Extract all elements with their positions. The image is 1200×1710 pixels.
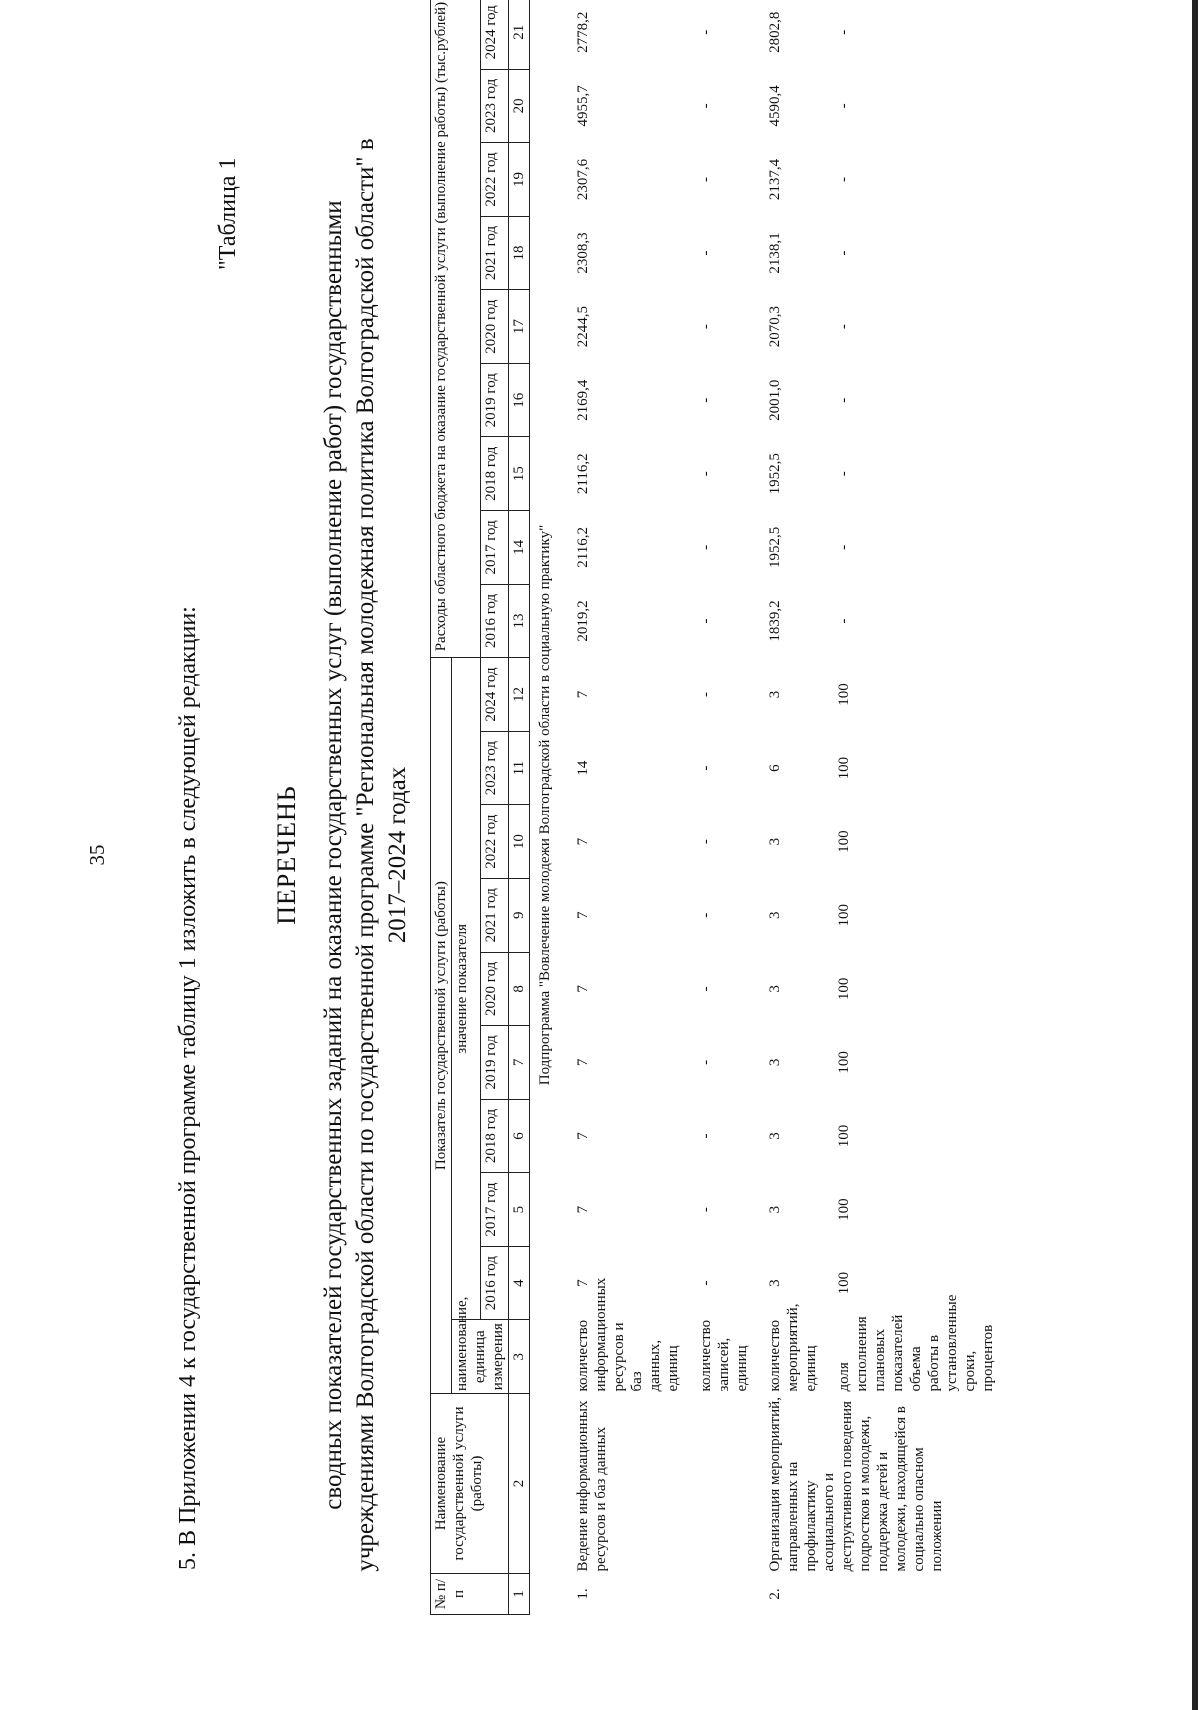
column-number: 12: [509, 658, 530, 732]
indicator-value: 100: [836, 904, 852, 927]
table-reference: "Таблица 1: [215, 157, 241, 270]
expense-value: 4590,4: [767, 85, 783, 127]
expense-value: 2070,3: [767, 306, 783, 348]
header-indicator-name: наименование, единица измерения: [452, 1320, 509, 1394]
header-row: [431, 0, 452, 1615]
indicator-value: -: [698, 912, 714, 918]
year-header: 2019 год: [480, 1026, 509, 1100]
column-number: 4: [509, 1246, 530, 1320]
expense-value: 2244,5: [575, 306, 591, 348]
column-number: 18: [509, 216, 530, 290]
page-number: 35: [85, 844, 109, 866]
header-indicator-value: значение показателя: [452, 658, 481, 1320]
expense-value: -: [836, 250, 852, 256]
expense-value: -: [836, 544, 852, 550]
header-indicator-group: Показатель государственной услуги (работы): [431, 658, 452, 1394]
column-number: 13: [509, 584, 530, 658]
expense-value: -: [698, 103, 714, 109]
year-header: 2022 год: [480, 143, 509, 217]
indicator-value: 7: [575, 690, 591, 699]
expense-value: -: [698, 618, 714, 624]
expense-value: -: [698, 471, 714, 477]
header-expense-group: Расходы областного бюджета на оказание государственной услуги (выполнение работы) (тыс.рублей): [431, 0, 481, 658]
expense-value: 4955,7: [575, 85, 591, 127]
column-number: 16: [509, 363, 530, 437]
indicator-value: -: [698, 765, 714, 771]
expense-value: -: [836, 471, 852, 477]
column-number: 21: [509, 0, 530, 69]
indicator-value: -: [698, 1133, 714, 1139]
indicator-value: 7: [575, 1132, 591, 1140]
expense-value: -: [836, 103, 852, 109]
table-row: [821, 0, 998, 1615]
column-number: 14: [509, 511, 530, 585]
expense-value: 2169,4: [575, 379, 591, 421]
expense-value: 2307,6: [575, 158, 591, 201]
table-row: [683, 0, 752, 1615]
indicator-value: 14: [575, 760, 591, 776]
indicator-value: 6: [767, 764, 783, 772]
header-service-name: Наименование государственной услуги (работы): [431, 1394, 509, 1574]
indicator-value: -: [698, 1059, 714, 1065]
year-header: 2016 год: [480, 1246, 509, 1320]
row-number: 2.: [767, 1588, 783, 1600]
expense-value: 2802,8: [767, 11, 783, 53]
column-number: 5: [509, 1173, 530, 1247]
year-header: 2023 год: [480, 731, 509, 805]
document-title: ПЕРЕЧЕНЬ: [272, 785, 301, 925]
column-number: 15: [509, 437, 530, 511]
expense-value: -: [836, 324, 852, 330]
year-header: 2017 год: [480, 511, 509, 585]
column-number: 17: [509, 290, 530, 364]
expense-value: 2116,2: [575, 527, 591, 568]
indicator-value: -: [698, 986, 714, 992]
indicator-value: 3: [767, 690, 783, 699]
expense-value: 2308,3: [575, 232, 591, 274]
year-header: 2021 год: [480, 216, 509, 290]
column-number: 6: [509, 1099, 530, 1173]
year-header: 2024 год: [480, 658, 509, 732]
expense-value: -: [836, 29, 852, 35]
year-header: 2018 год: [480, 437, 509, 511]
expense-value: 2001,0: [767, 379, 783, 421]
indicator-value: 7: [575, 1058, 591, 1067]
expense-value: 1839,2: [767, 600, 783, 642]
column-number: 9: [509, 878, 530, 952]
expense-value: 2138,1: [767, 232, 783, 274]
indicator-value: 100: [836, 1051, 852, 1074]
service-name: Организация мероприятий, направленных на профилактику асоциального и деструктивного поведения подростков и молодежи, поддержка детей и молодежи, находящейся в социально опасном положении: [767, 1397, 945, 1572]
indicator-value: 100: [836, 683, 852, 706]
row-number: 1.: [575, 1588, 591, 1600]
subprogram-row: [530, 0, 561, 1615]
expense-value: -: [698, 176, 714, 182]
expense-value: -: [836, 176, 852, 182]
indicator-name: количество записей, единиц: [698, 1319, 750, 1392]
indicator-name: количество мероприятий, единиц: [767, 1303, 819, 1392]
expense-value: -: [698, 544, 714, 550]
indicator-value: 3: [767, 911, 783, 919]
indicator-value: 7: [575, 985, 591, 993]
header-num: № п/п: [431, 1574, 509, 1615]
year-header: 2024 год: [480, 0, 509, 69]
year-header: 2018 год: [480, 1099, 509, 1173]
indicator-value: 7: [575, 911, 591, 919]
indicator-value: 3: [767, 1058, 783, 1067]
indicator-name: количество информационных ресурсов и баз данных, единиц: [575, 1277, 681, 1392]
column-number: 10: [509, 805, 530, 879]
column-number: 20: [509, 69, 530, 143]
indicator-value: 100: [836, 1271, 852, 1295]
expense-value: 1952,5: [767, 453, 783, 495]
year-header: 2017 год: [480, 1173, 509, 1247]
expense-value: -: [836, 618, 852, 624]
table-row: [560, 0, 683, 1615]
table-row: [752, 0, 821, 1615]
column-number: 8: [509, 952, 530, 1026]
column-number: 19: [509, 143, 530, 217]
expense-value: -: [698, 29, 714, 35]
column-number: 2: [509, 1394, 530, 1574]
document-subtitle: сводных показателей государственных заданий на оказание государственных услуг (выполнение работ) государственными учреждениями Волгоградской области по государственной программе "Региональная молодежная политика Волгоградской области" в 2017–2024 годах: [320, 138, 411, 1572]
indicator-value: 7: [575, 837, 591, 846]
column-number: 7: [509, 1026, 530, 1100]
column-numbers-row: [509, 0, 530, 1615]
indicator-name: доля исполнения плановых показателей объема работы в установленные сроки, процентов: [836, 1294, 996, 1392]
indicator-value: 100: [836, 977, 852, 1001]
column-number: 1: [509, 1574, 530, 1615]
subprogram-title: Подпрограмма "Вовлечение молодежи Волгоградской области в социальную практику": [537, 524, 553, 1086]
intro-text: 5. В Приложении 4 к государственной программе таблицу 1 изложить в следующей редакции:: [175, 606, 201, 1570]
indicator-value: 100: [836, 756, 852, 780]
column-number: 11: [509, 731, 530, 805]
expense-value: 1952,5: [767, 526, 783, 568]
expense-value: -: [836, 397, 852, 403]
expense-value: 2019,2: [575, 600, 591, 642]
column-number: 3: [509, 1320, 530, 1394]
expense-value: -: [698, 397, 714, 403]
indicators-table: [430, 0, 998, 1615]
indicator-value: 100: [836, 1198, 852, 1221]
indicator-value: 3: [767, 985, 783, 993]
service-name: Ведение информационных ресурсов и баз данных: [575, 1400, 609, 1572]
indicator-value: 100: [836, 830, 852, 853]
year-header: 2019 год: [480, 363, 509, 437]
year-header: 2023 год: [480, 69, 509, 143]
indicator-value: 3: [767, 1205, 783, 1214]
indicator-value: 7: [575, 1205, 591, 1214]
indicator-value: 3: [767, 1132, 783, 1140]
year-header: 2020 год: [480, 952, 509, 1026]
year-header: 2021 год: [480, 878, 509, 952]
year-header: 2022 год: [480, 805, 509, 879]
indicator-value: -: [698, 692, 714, 698]
expense-value: 2116,2: [575, 453, 591, 495]
indicator-value: 3: [767, 837, 783, 846]
indicator-value: 7: [575, 1279, 591, 1287]
indicator-value: -: [698, 1280, 714, 1286]
indicator-value: -: [698, 1207, 714, 1213]
year-header: 2020 год: [480, 290, 509, 364]
indicator-value: 100: [836, 1124, 852, 1148]
expense-value: -: [698, 250, 714, 256]
expense-value: -: [698, 324, 714, 330]
year-header: 2016 год: [480, 584, 509, 658]
expense-value: 2778,2: [575, 11, 591, 53]
indicator-value: -: [698, 839, 714, 845]
expense-value: 2137,4: [767, 158, 783, 201]
indicator-value: 3: [767, 1279, 783, 1287]
